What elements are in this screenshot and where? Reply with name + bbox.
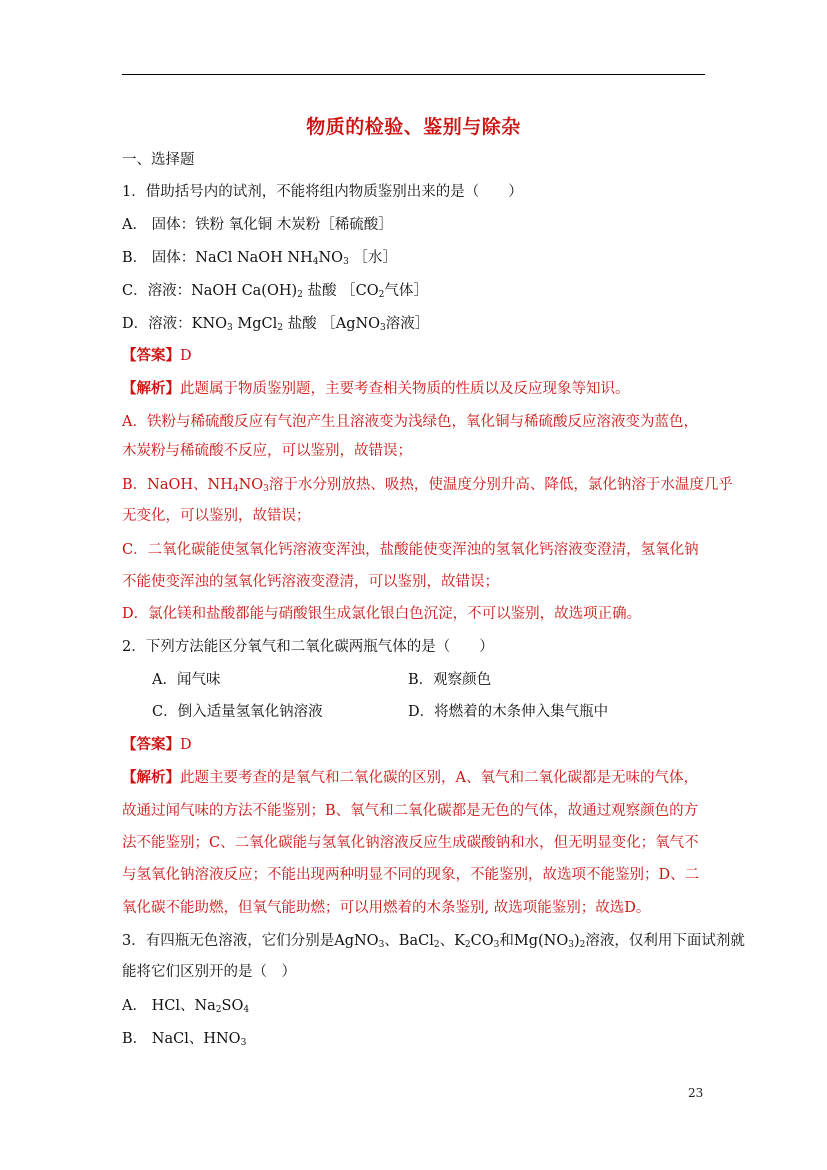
q2-option-b: B．观察颜色 (408, 672, 492, 688)
header-rule (122, 74, 705, 75)
q2-option-a: A．闻气味 (152, 672, 221, 688)
q1-analysis: 【解析】此题属于物质鉴别题，主要考查相关物质的性质以及反应现象等知识。 (122, 380, 630, 397)
q2-analysis-line: 故通过闻气味的方法不能鉴别；B、氧气和二氧化碳都是无色的气体，故通过观察颜色的方 (122, 803, 699, 819)
page-title: 物质的检验、鉴别与除杂 (306, 116, 521, 138)
q1-stem: 1．借助括号内的试剂，不能将组内物质鉴别出来的是（ ） (122, 184, 523, 200)
q1-option-a: A． 固体：铁粉 氧化铜 木炭粉［稀硫酸］ (122, 217, 393, 233)
q1-analysis-line: 无变化，可以鉴别，故错误； (122, 508, 311, 524)
q3-stem-line-2: 能将它们区别开的是（ ） (122, 964, 296, 980)
q1-answer: 【答案】D (122, 347, 192, 364)
q1-analysis-line: A．铁粉与稀硫酸反应有气泡产生且溶液变为浅绿色，氧化铜与稀硫酸反应溶液变为蓝色， (122, 414, 698, 430)
q2-stem: 2．下列方法能区分氧气和二氧化碳两瓶气体的是（ ） (122, 639, 494, 655)
q1-analysis-line: 不能使变浑浊的氢氧化钙溶液变澄清，可以鉴别，故错误； (122, 574, 499, 590)
q3-option-b: B． NaCl、$HNO_3$ (122, 1031, 247, 1048)
q1-analysis-line: B．NaOH、$NH_4NO_3$溶于水分别放热、吸热，使温度分别升高、降低，氯化钠溶于水温度几乎 (122, 477, 733, 494)
q1-analysis-line: C．二氧化碳能使氢氧化钙溶液变浑浊，盐酸能使变浑浊的氢氧化钙溶液变澄清，氢氧化钠 (122, 542, 699, 558)
q1-option-c: C．溶液：NaOH $Ca(OH)_2$ 盐酸 $[CO_2$气体］ (122, 283, 428, 300)
q2-option-c: C．倒入适量氢氧化钠溶液 (152, 704, 323, 720)
q2-option-d: D．将燃着的木条伸入集气瓶中 (408, 704, 609, 720)
q1-analysis-line: D．氯化镁和盐酸都能与硝酸银生成氯化银白色沉淀，不可以鉴别，故选项正确。 (122, 606, 642, 622)
q1-option-d: D．溶液：$KNO_3$ MgCl$_2$ 盐酸 ［AgNO$_3$溶液］ (122, 316, 430, 333)
q2-answer: 【答案】D (122, 736, 192, 753)
q2-analysis: 【解析】此题主要考查的是氧气和二氧化碳的区别，A、氧气和二氧化碳都是无味的气体， (122, 769, 698, 786)
q2-analysis-line: 法不能鉴别；C、二氧化碳能与氢氧化钠溶液反应生成碳酸钠和水，但无明显变化；氧气不 (122, 835, 699, 851)
q3-option-a: A． HCl、$Na_2SO_4$ (122, 998, 250, 1015)
q1-analysis-line: 木炭粉与稀硫酸不反应，可以鉴别，故错误； (122, 443, 412, 459)
q3-stem: 3．有四瓶无色溶液，它们分别是AgNO$_3$、BaCl$_2$、$K_2CO_3$和$Mg(NO_3)_2$溶液，仅利用下面试剂就 (122, 933, 745, 950)
q1-option-b: B． 固体：NaCl NaOH $NH_4NO_3$ ［水］ (122, 250, 397, 267)
page-number: 23 (688, 1086, 704, 1100)
section-heading: 一、选择题 (122, 152, 195, 168)
q2-analysis-line: 氧化碳不能助燃，但氧气能助燃；可以用燃着的木条鉴别, 故选项能鉴别；故选D。 (122, 900, 651, 916)
q2-analysis-line: 与氢氧化钠溶液反应；不能出现两种明显不同的现象，不能鉴别，故选项不能鉴别；D、二 (122, 867, 700, 883)
